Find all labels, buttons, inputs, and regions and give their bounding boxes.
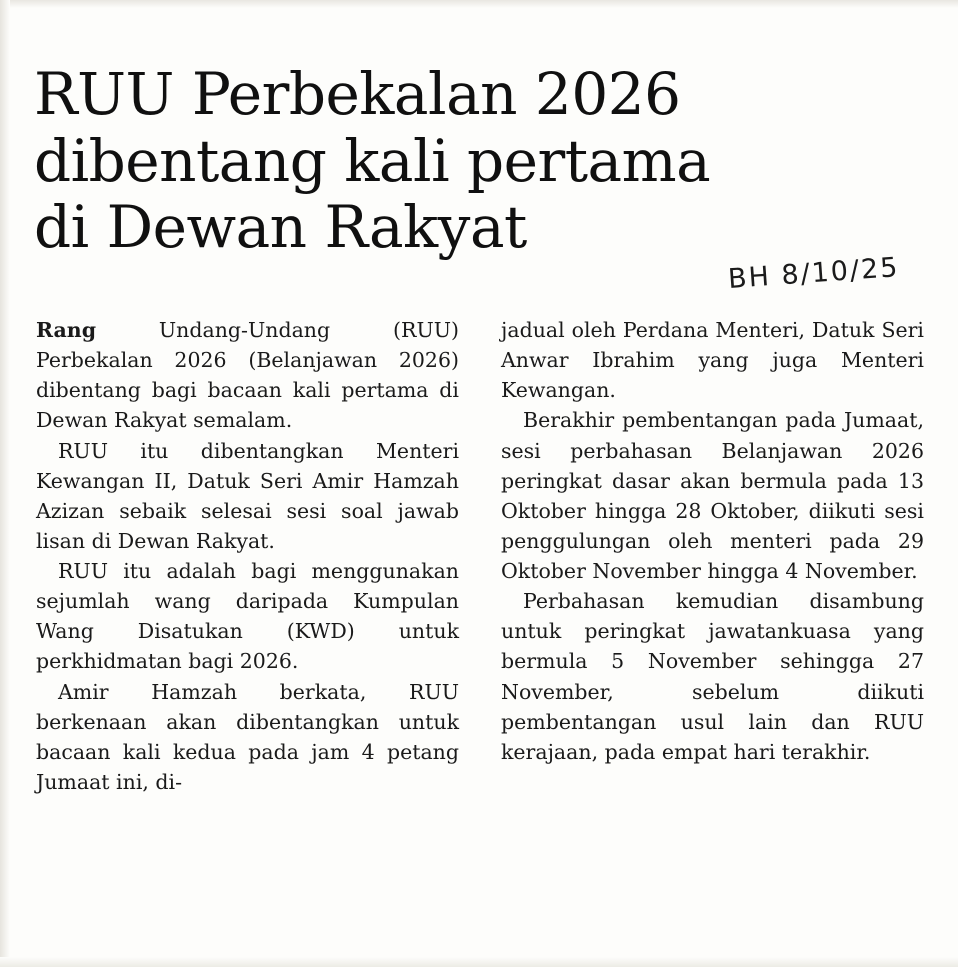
handwritten-date-annotation: BH 8/10/25 — [727, 252, 901, 295]
article-headline — [34, 61, 914, 261]
scan-edge-left — [0, 0, 10, 967]
headline-line-2: dibentang kali pertama — [34, 126, 711, 195]
scan-edge-top — [0, 0, 958, 8]
paragraph: Berakhir pembentangan pada Jumaat, sesi perbahasan Belanjawan 2026 peringkat dasar akan bermula pada 13 Oktober hingga 28 Oktober, diikuti sesi penggulungan oleh menteri pada 29 Oktober November hingga 4 November. — [501, 408, 924, 583]
paragraph: RUU itu adalah bagi menggunakan sejumlah wang daripada Kumpulan Wang Disatukan (KWD) untuk perkhidmatan bagi 2026. — [36, 559, 459, 674]
paragraph-lead: Rang — [36, 318, 97, 342]
paragraph: RUU itu dibentangkan Menteri Kewangan II, Datuk Seri Amir Hamzah Azizan sebaik selesai sesi soal jawab lisan di Dewan Rakyat. — [36, 438, 459, 553]
headline-line-1: RUU Perbekalan 2026 — [34, 59, 681, 128]
paragraph-text: Undang-Undang (RUU) Perbekalan 2026 (Belanjawan 2026) dibentang bagi bacaan kali pertama di Dewan Rakyat semalam. — [36, 318, 459, 433]
paragraph — [36, 315, 459, 436]
article-body — [36, 315, 924, 797]
article-column-left — [36, 315, 459, 797]
paragraph: Perbahasan kemudian disambung untuk peringkat jawatankuasa yang bermula 5 November sehingga 27 November, sebelum diikuti pembentangan usul lain dan RUU kerajaan, pada empat hari terakhir. — [501, 589, 924, 764]
paragraph: jadual oleh Perdana Menteri, Datuk Seri Anwar Ibrahim yang juga Menteri Kewangan. — [501, 318, 924, 403]
article-column-right — [501, 315, 924, 797]
scan-edge-bottom — [0, 957, 958, 967]
paragraph: Amir Hamzah berkata, RUU berkenaan akan dibentangkan untuk bacaan kali kedua pada jam 4 petang Jumaat ini, di- — [36, 679, 459, 794]
headline-line-3: di Dewan Rakyat — [34, 193, 527, 262]
